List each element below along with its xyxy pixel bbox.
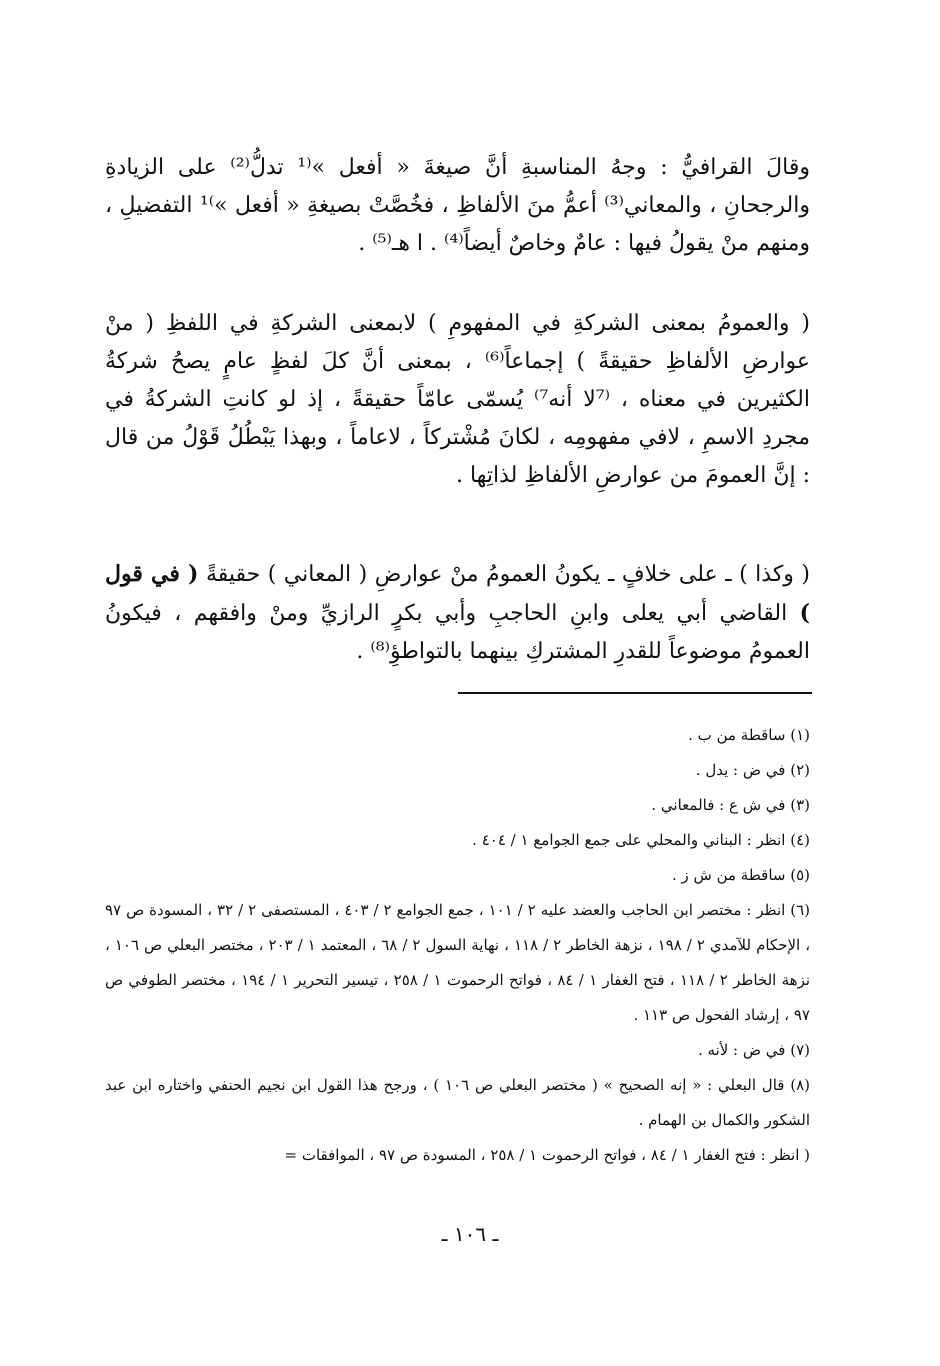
footnote-7: (٧) في ض : لأنه . xyxy=(697,1041,810,1059)
paragraph-3 xyxy=(105,555,810,671)
footnote-8-continued: ( انظر : فتح الغفار ١ / ٨٤ ، فواتح الرحموت ١ / ٢٥٨ ، المسودة ص ٩٧ ، الموافقات = xyxy=(284,1146,810,1164)
footnote-separator xyxy=(458,692,812,694)
paragraph-2: ( والعمومُ بمعنى الشركةِ في المفهومِ ) لابمعنى الشركةِ في اللفظِ ( منْ عوارضِ الألفاظِ حقيقةً ) إجماعاً⁽⁶⁾ ، بمعنى أنَّ كلَ لفظٍ عامٍ يصحُ شركةُ الكثيرين في معناه ، ⁽⁷لا أنه⁷⁾ يُسمّى عامّاً حقيقةً ، إذ لو كانتِ الشركةُ في مجردِ الاسمِ ، لافي مفهومِه ، لكانَ مُشْتركاً ، لاعاماً ، وبهذا يَبْطُلُ قَوْلُ من قال : إنَّ العمومَ من عوارضِ الألفاظِ لذاتِها . xyxy=(105,311,810,488)
footnote-8: (٨) قال البعلي : « إنه الصحيح » ( مختصر البعلي ص ١٠٦ ) ، ورجح هذا القول ابن نجيم الحنفي واختاره ابن عبد الشكور والكمال بن الهمام . xyxy=(105,1076,811,1129)
footnote-2: (٢) في ض : يدل . xyxy=(695,761,810,779)
paragraph-3-start: ( وكذا ) ـ على خلافٍ ـ يكونُ العمومُ منْ عوارضِ ( المعاني ) حقيقةً xyxy=(205,562,810,587)
footnote-6: (٦) انظر : مختصر ابن الحاجب والعضد عليه ٢ / ١٠١ ، جمع الجوامع ٢ / ٤٠٣ ، المستصفى ٢ / ٣٢ ، المسودة ص ٩٧ ، الإحكام للآمدي ٢ / ١٩٨ ، نزهة الخاطر ٢ / ١١٨ ، نهاية السول ٢ / ٦٨ ، المعتمد ١ / ٢٠٣ ، مختصر البعلي ص ١٠٦ ، نزهة الخاطر ٢ / ١١٨ ، فتح الغفار ١ / ٨٤ ، فواتح الرحموت ١ / ٢٥٨ ، تيسير التحرير ١ / ١٩٤ ، مختصر الطوفي ص ٩٧ ، إرشاد الفحول ص ١١٣ . xyxy=(105,901,811,1024)
footnote-5: (٥) ساقطة من ش ز . xyxy=(671,866,810,884)
bold-phrase-in-qawl: ( في قول ) xyxy=(105,561,810,626)
page-number: ـ ١٠٦ ـ xyxy=(441,1222,499,1246)
footnotes xyxy=(105,718,810,1173)
paragraph-1: وقالَ القرافيُّ : وجهُ المناسبةِ أنَّ صيغةَ « أفعل »⁽¹ تدلُّ⁽²⁾ على الزيادةِ والرجحانِ ، والمعاني⁽³⁾ أعمُّ منَ الألفاظِ ، فخُصَّتْ بصيغةِ « أفعل »⁾¹ التفضيلِ ، ومنهم منْ يقولُ فيها : عامٌ وخاصٌ أيضاً⁽⁴⁾ . ا هـ⁽⁵⁾ . xyxy=(105,155,810,256)
footnote-1: (١) ساقطة من ب . xyxy=(688,726,810,744)
footnote-3: (٣) في ش ع : فالمعاني . xyxy=(651,796,810,814)
footnote-4: (٤) انظر : البناني والمحلي على جمع الجوامع ١ / ٤٠٤ . xyxy=(472,831,810,849)
paragraph-3-end: القاضي أبي يعلى وابنِ الحاجبِ وأبي بكرٍ الرازيِّ ومنْ وافقهم ، فيكونُ العمومُ موضوعاً للقدرِ المشتركِ بينهما بالتواطؤِ⁽⁸⁾ . xyxy=(105,601,810,664)
